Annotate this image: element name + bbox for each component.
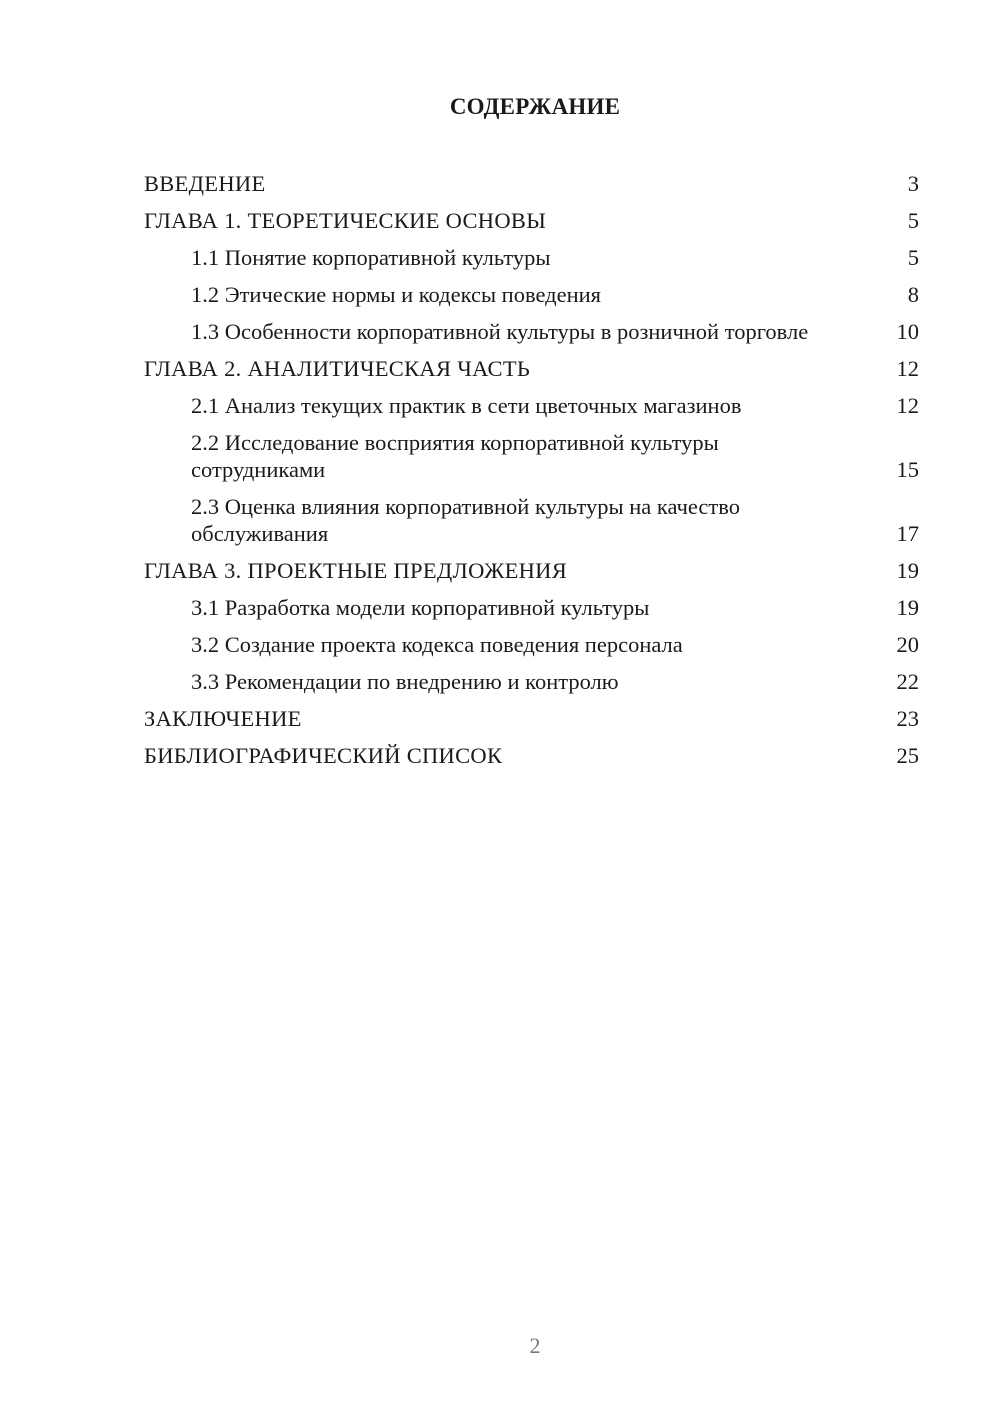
table-of-contents — [144, 170, 919, 779]
toc-entry-page: 19 — [896, 558, 919, 583]
toc-entry-page: 15 — [896, 457, 919, 482]
toc-entry-section-1-3[interactable] — [144, 318, 919, 345]
toc-entry-label: 3.2 Создание проекта кодекса поведения персонала — [191, 632, 683, 657]
toc-entry-section-2-1[interactable] — [144, 392, 919, 419]
toc-entry-bibliography[interactable] — [144, 742, 919, 769]
page-number: 2 — [529, 1333, 541, 1358]
toc-entry-page: 3 — [907, 171, 919, 196]
toc-entry-introduction[interactable] — [144, 170, 919, 197]
toc-entry-page: 25 — [896, 743, 919, 768]
page-title: СОДЕРЖАНИЕ — [449, 94, 621, 119]
toc-entry-page: 19 — [896, 595, 919, 620]
toc-entry-label: ГЛАВА 3. ПРОЕКТНЫЕ ПРЕДЛОЖЕНИЯ — [144, 558, 568, 583]
toc-entry-label: ГЛАВА 1. ТЕОРЕТИЧЕСКИЕ ОСНОВЫ — [144, 208, 547, 233]
toc-entry-section-3-1[interactable] — [144, 594, 919, 621]
toc-entry-chapter-3[interactable] — [144, 557, 919, 584]
toc-entry-page: 5 — [907, 245, 919, 270]
toc-entry-page: 8 — [907, 282, 919, 307]
toc-entry-page: 17 — [896, 521, 919, 546]
toc-entry-page: 12 — [896, 393, 919, 418]
toc-entry-section-1-2[interactable] — [144, 281, 919, 308]
toc-entry-label: 1.2 Этические нормы и кодексы поведения — [191, 282, 602, 307]
toc-entry-page: 5 — [907, 208, 919, 233]
toc-entry-label: 2.2 Исследование восприятия корпоративной культуры сотрудниками — [191, 430, 719, 482]
toc-entry-section-2-3[interactable] — [144, 493, 919, 547]
toc-entry-label: 3.1 Разработка модели корпоративной культуры — [191, 595, 650, 620]
toc-entry-conclusion[interactable] — [144, 705, 919, 732]
toc-entry-page: 10 — [896, 319, 919, 344]
toc-entry-section-2-2[interactable] — [144, 429, 919, 483]
toc-entry-section-3-2[interactable] — [144, 631, 919, 658]
toc-entry-label: ЗАКЛЮЧЕНИЕ — [144, 706, 302, 731]
toc-entry-page: 12 — [896, 356, 919, 381]
toc-entry-page: 22 — [896, 669, 919, 694]
toc-entry-label: 3.3 Рекомендации по внедрению и контролю — [191, 669, 619, 694]
toc-entry-label: 2.3 Оценка влияния корпоративной культуры на качество обслуживания — [191, 494, 740, 546]
toc-entry-chapter-1[interactable] — [144, 207, 919, 234]
toc-entry-label: БИБЛИОГРАФИЧЕСКИЙ СПИСОК — [144, 743, 503, 768]
toc-entry-label: 1.1 Понятие корпоративной культуры — [191, 245, 551, 270]
toc-entry-section-3-3[interactable] — [144, 668, 919, 695]
toc-entry-chapter-2[interactable] — [144, 355, 919, 382]
toc-entry-page: 20 — [896, 632, 919, 657]
toc-entry-label: ВВЕДЕНИЕ — [144, 171, 266, 196]
toc-entry-page: 23 — [896, 706, 919, 731]
toc-entry-label: 2.1 Анализ текущих практик в сети цветочных магазинов — [191, 393, 742, 418]
toc-entry-label: 1.3 Особенности корпоративной культуры в розничной торговле — [191, 319, 809, 344]
toc-entry-section-1-1[interactable] — [144, 244, 919, 271]
toc-entry-label: ГЛАВА 2. АНАЛИТИЧЕСКАЯ ЧАСТЬ — [144, 356, 531, 381]
